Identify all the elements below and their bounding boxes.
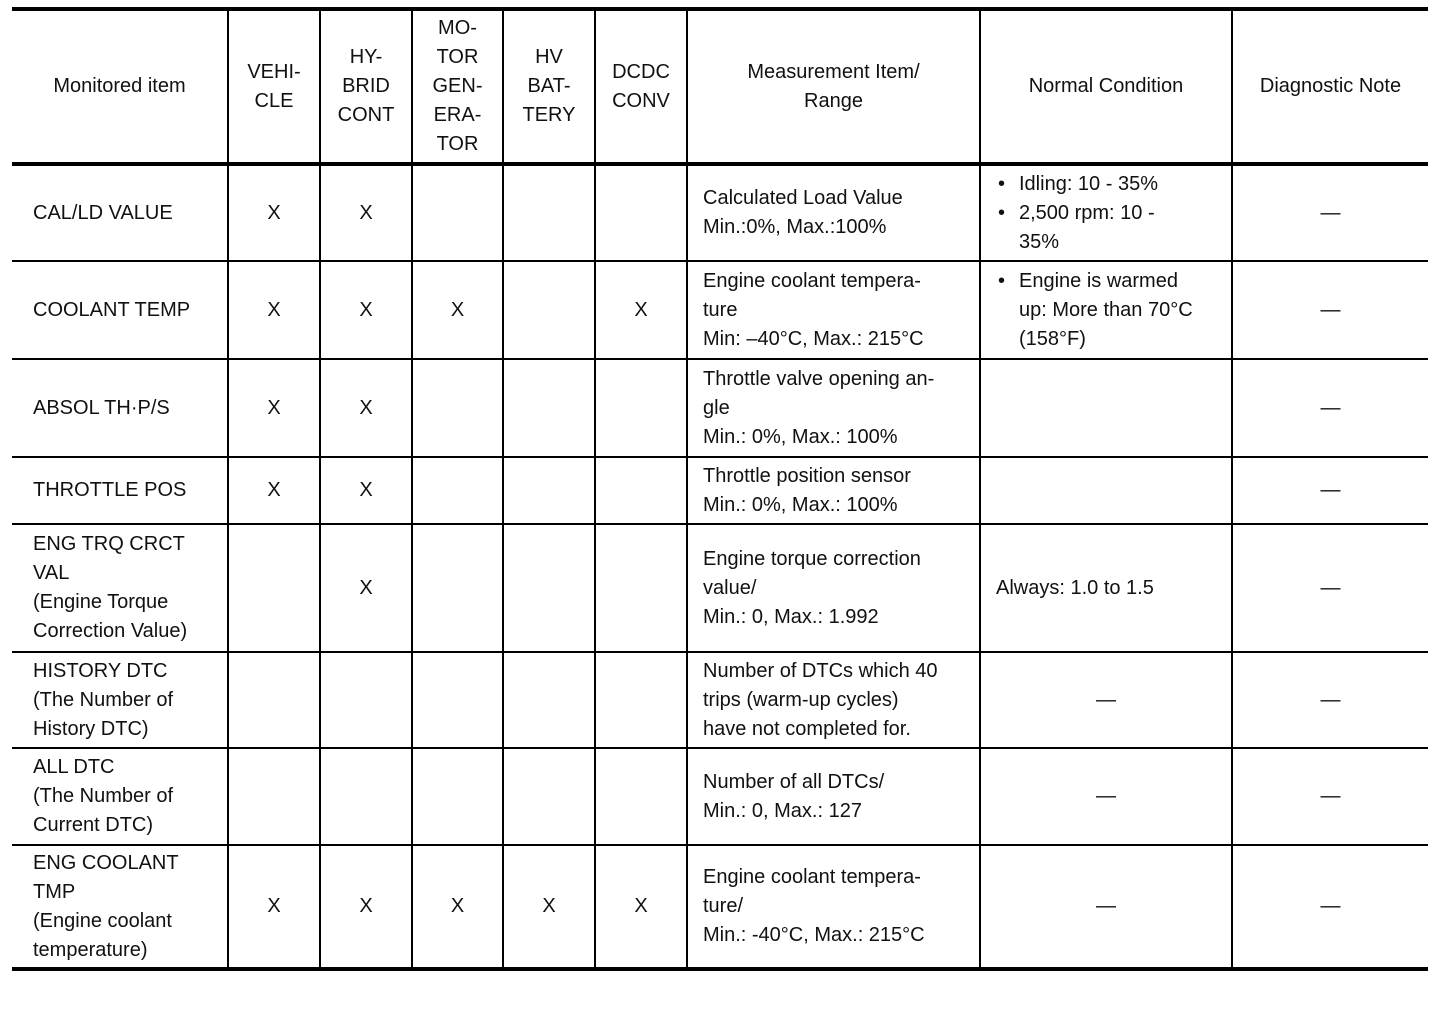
applicability-mark-vehicle: X [228, 845, 320, 969]
column-header-hv-battery: HV BAT- TERY [503, 9, 595, 164]
table-header-row [12, 9, 1428, 164]
monitored-item-cell: ENG COOLANT TMP (Engine coolant temperature) [12, 845, 228, 969]
normal-condition-cell: — [980, 845, 1232, 969]
diagnostic-note-cell: — [1232, 164, 1428, 261]
applicability-mark-vehicle [228, 748, 320, 845]
measurement-cell: Engine coolant tempera- ture/ Min.: -40°C, Max.: 215°C [687, 845, 980, 969]
applicability-mark-vehicle: X [228, 164, 320, 261]
applicability-mark-hv-battery [503, 261, 595, 359]
monitored-item-cell: CAL/LD VALUE [12, 164, 228, 261]
applicability-mark-dcdc-conv [595, 652, 687, 748]
applicability-mark-dcdc-conv [595, 164, 687, 261]
measurement-cell: Number of DTCs which 40 trips (warm-up cycles) have not completed for. [687, 652, 980, 748]
measurement-cell: Engine torque correction value/ Min.: 0, Max.: 1.992 [687, 524, 980, 652]
monitored-item-cell: ENG TRQ CRCT VAL (Engine Torque Correction Value) [12, 524, 228, 652]
applicability-mark-vehicle: X [228, 261, 320, 359]
applicability-mark-hybrid-cont [320, 748, 412, 845]
normal-condition-cell [980, 164, 1232, 261]
applicability-mark-dcdc-conv: X [595, 261, 687, 359]
applicability-mark-vehicle: X [228, 457, 320, 524]
normal-condition-list [996, 170, 1231, 257]
monitored-item-cell: ALL DTC (The Number of Current DTC) [12, 748, 228, 845]
applicability-mark-motor-generator [412, 164, 503, 261]
applicability-mark-hybrid-cont: X [320, 845, 412, 969]
measurement-cell: Number of all DTCs/ Min.: 0, Max.: 127 [687, 748, 980, 845]
applicability-mark-hv-battery [503, 359, 595, 457]
applicability-mark-motor-generator [412, 359, 503, 457]
normal-condition-cell [980, 457, 1232, 524]
monitored-item-cell: ABSOL TH·P/S [12, 359, 228, 457]
diagnostic-note-cell: — [1232, 652, 1428, 748]
table-row [12, 524, 1428, 652]
applicability-mark-dcdc-conv [595, 748, 687, 845]
table-row [12, 359, 1428, 457]
measurement-cell: Calculated Load Value Min.:0%, Max.:100% [687, 164, 980, 261]
normal-condition-cell: — [980, 652, 1232, 748]
applicability-mark-motor-generator [412, 748, 503, 845]
measurement-cell: Throttle position sensor Min.: 0%, Max.: 100% [687, 457, 980, 524]
diagnostic-note-cell: — [1232, 359, 1428, 457]
applicability-mark-hybrid-cont: X [320, 524, 412, 652]
applicability-mark-hybrid-cont [320, 652, 412, 748]
table-row [12, 748, 1428, 845]
table-row [12, 652, 1428, 748]
column-header-diagnostic-note: Diagnostic Note [1232, 9, 1428, 164]
applicability-mark-motor-generator [412, 457, 503, 524]
applicability-mark-dcdc-conv [595, 457, 687, 524]
applicability-mark-dcdc-conv: X [595, 845, 687, 969]
list-item: • Idling: 10 - 35% [996, 170, 1231, 199]
measurement-cell: Throttle valve opening an- gle Min.: 0%, Max.: 100% [687, 359, 980, 457]
applicability-mark-hv-battery [503, 524, 595, 652]
applicability-mark-motor-generator: X [412, 845, 503, 969]
applicability-mark-hybrid-cont: X [320, 164, 412, 261]
normal-condition-list [996, 267, 1231, 354]
applicability-mark-motor-generator [412, 524, 503, 652]
applicability-mark-hybrid-cont: X [320, 457, 412, 524]
list-item: • Engine is warmed up: More than 70°C (158°F) [996, 267, 1231, 354]
applicability-mark-vehicle: X [228, 359, 320, 457]
list-item: • 2,500 rpm: 10 - 35% [996, 199, 1231, 257]
diagnostic-note-cell: — [1232, 845, 1428, 969]
normal-condition-cell: — [980, 748, 1232, 845]
column-header-hybrid-cont: HY- BRID CONT [320, 9, 412, 164]
applicability-mark-dcdc-conv [595, 359, 687, 457]
table-row [12, 457, 1428, 524]
column-header-dcdc-conv: DCDC CONV [595, 9, 687, 164]
table-row [12, 261, 1428, 359]
normal-condition-cell [980, 359, 1232, 457]
measurement-cell: Engine coolant tempera- ture Min: –40°C, Max.: 215°C [687, 261, 980, 359]
applicability-mark-hybrid-cont: X [320, 359, 412, 457]
column-header-monitored-item: Monitored item [12, 9, 228, 164]
diagnostic-note-cell: — [1232, 524, 1428, 652]
applicability-mark-motor-generator [412, 652, 503, 748]
applicability-mark-hv-battery [503, 457, 595, 524]
diagnostic-note-cell: — [1232, 261, 1428, 359]
applicability-mark-hv-battery [503, 748, 595, 845]
column-header-normal-condition: Normal Condition [980, 9, 1232, 164]
applicability-mark-hv-battery [503, 164, 595, 261]
applicability-mark-hybrid-cont: X [320, 261, 412, 359]
applicability-mark-hv-battery: X [503, 845, 595, 969]
monitored-item-cell: HISTORY DTC (The Number of History DTC) [12, 652, 228, 748]
column-header-motor-generator: MO- TOR GEN- ERA- TOR [412, 9, 503, 164]
monitored-items-table [12, 7, 1428, 971]
applicability-mark-vehicle [228, 652, 320, 748]
normal-condition-cell [980, 261, 1232, 359]
normal-condition-cell: Always: 1.0 to 1.5 [980, 524, 1232, 652]
diagnostic-note-cell: — [1232, 457, 1428, 524]
table-row [12, 845, 1428, 969]
applicability-mark-dcdc-conv [595, 524, 687, 652]
diagnostic-note-cell: — [1232, 748, 1428, 845]
applicability-mark-motor-generator: X [412, 261, 503, 359]
monitored-item-cell: THROTTLE POS [12, 457, 228, 524]
applicability-mark-vehicle [228, 524, 320, 652]
applicability-mark-hv-battery [503, 652, 595, 748]
column-header-vehicle: VEHI- CLE [228, 9, 320, 164]
column-header-measurement-item-range: Measurement Item/ Range [687, 9, 980, 164]
table-row [12, 164, 1428, 261]
monitored-item-cell: COOLANT TEMP [12, 261, 228, 359]
